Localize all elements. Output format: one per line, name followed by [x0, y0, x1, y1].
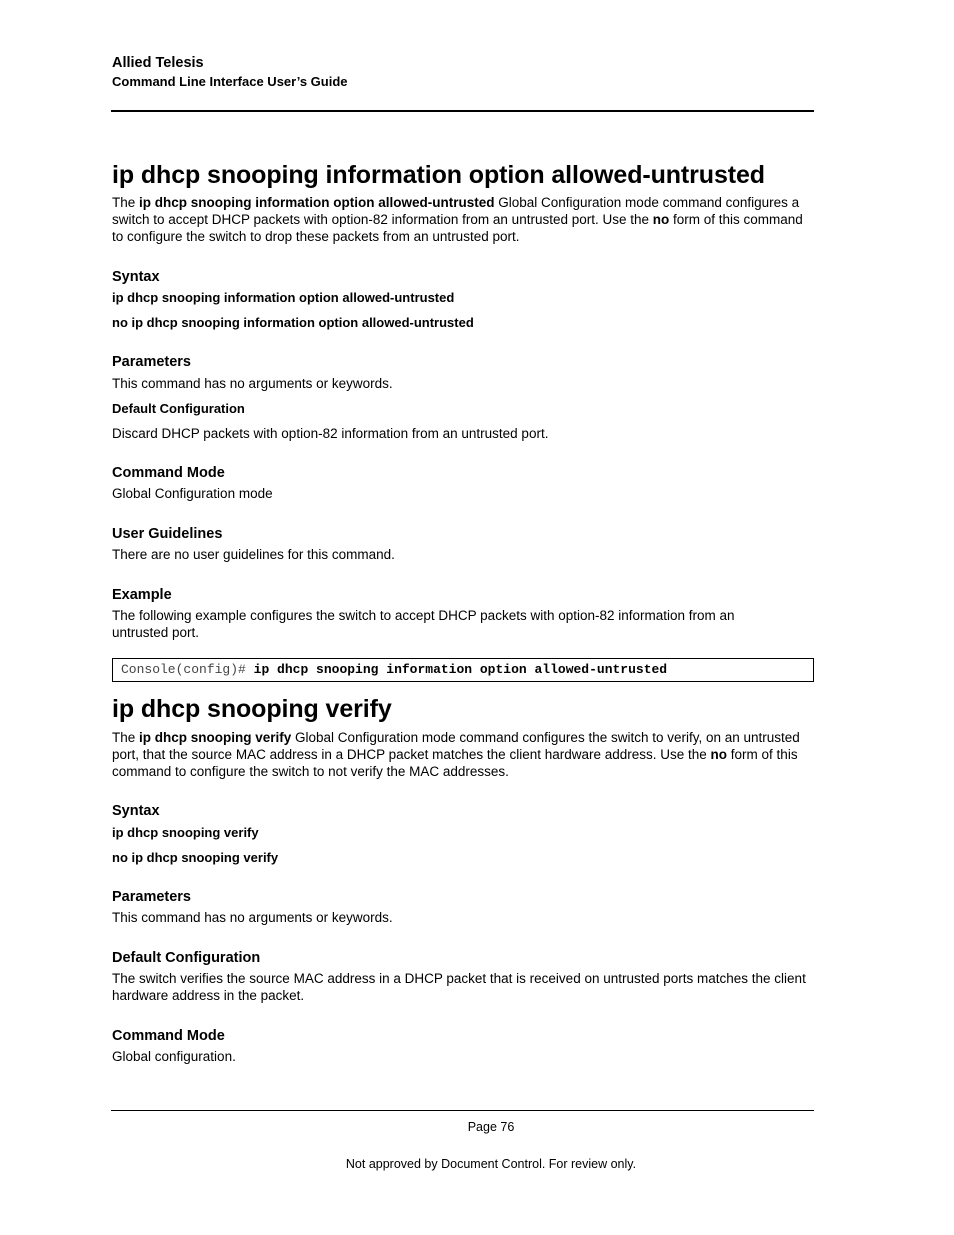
syntax-line-no-form: no ip dhcp snooping verify	[112, 850, 279, 865]
default-config-text: The switch verifies the source MAC address in a DHCP packet that is received on untrusted ports matches the client hardware address in the packet.	[112, 971, 806, 1003]
default-config-heading: Default Configuration	[112, 401, 245, 416]
section-title-verify: ip dhcp snooping verify	[112, 695, 392, 723]
parameters-heading: Parameters	[112, 354, 191, 370]
syntax-line-no-form: no ip dhcp snooping information option allowed-untrusted	[112, 315, 474, 330]
footer-divider	[111, 1110, 814, 1111]
console-prompt: Console(config)#	[121, 662, 246, 677]
command-mode-heading: Command Mode	[112, 465, 225, 481]
section-intro: The ip dhcp snooping information option allowed-untrusted Global Configuration mode command configures a switch to accept DHCP packets with option-82 information from an untrusted port. Use the no form of this command to configure the switch to drop these packets from an untrusted port.	[112, 195, 803, 244]
console-command: ip dhcp snooping information option allowed-untrusted	[253, 662, 668, 677]
review-notice: Not approved by Document Control. For review only.	[345, 1157, 637, 1171]
parameters-heading: Parameters	[112, 889, 191, 905]
console-example	[112, 658, 814, 682]
syntax-heading: Syntax	[112, 803, 160, 819]
example-heading: Example	[112, 587, 172, 603]
example-text: The following example configures the switch to accept DHCP packets with option-82 information from an untrusted port.	[112, 608, 735, 640]
command-mode-text: Global Configuration mode	[112, 486, 273, 501]
section-intro: The ip dhcp snooping verify Global Configuration mode command configures the switch to verify, on an untrusted port, that the source MAC address in a DHCP packet matches the client hardware address. Use the no form of this command to configure the switch to not verify the MAC addresses.	[112, 730, 800, 779]
default-config-text: Discard DHCP packets with option-82 information from an untrusted port.	[112, 426, 549, 441]
user-guidelines-heading: User Guidelines	[112, 526, 223, 542]
syntax-line: ip dhcp snooping information option allowed-untrusted	[112, 290, 455, 305]
syntax-line: ip dhcp snooping verify	[112, 825, 259, 840]
user-guidelines-text: There are no user guidelines for this command.	[112, 547, 395, 562]
default-config-heading: Default Configuration	[112, 950, 261, 966]
command-mode-text: Global configuration.	[112, 1049, 236, 1064]
parameters-text: This command has no arguments or keywords.	[112, 376, 393, 391]
syntax-heading: Syntax	[112, 269, 160, 285]
page-number: Page 76	[467, 1120, 515, 1134]
section-title-allowed-untrusted: ip dhcp snooping information option allowed-untrusted	[112, 161, 765, 189]
header-divider	[111, 110, 814, 112]
command-mode-heading: Command Mode	[112, 1028, 225, 1044]
company-name: Allied Telesis	[112, 55, 204, 71]
guide-title: Command Line Interface User’s Guide	[112, 74, 348, 89]
parameters-text: This command has no arguments or keywords.	[112, 910, 393, 925]
